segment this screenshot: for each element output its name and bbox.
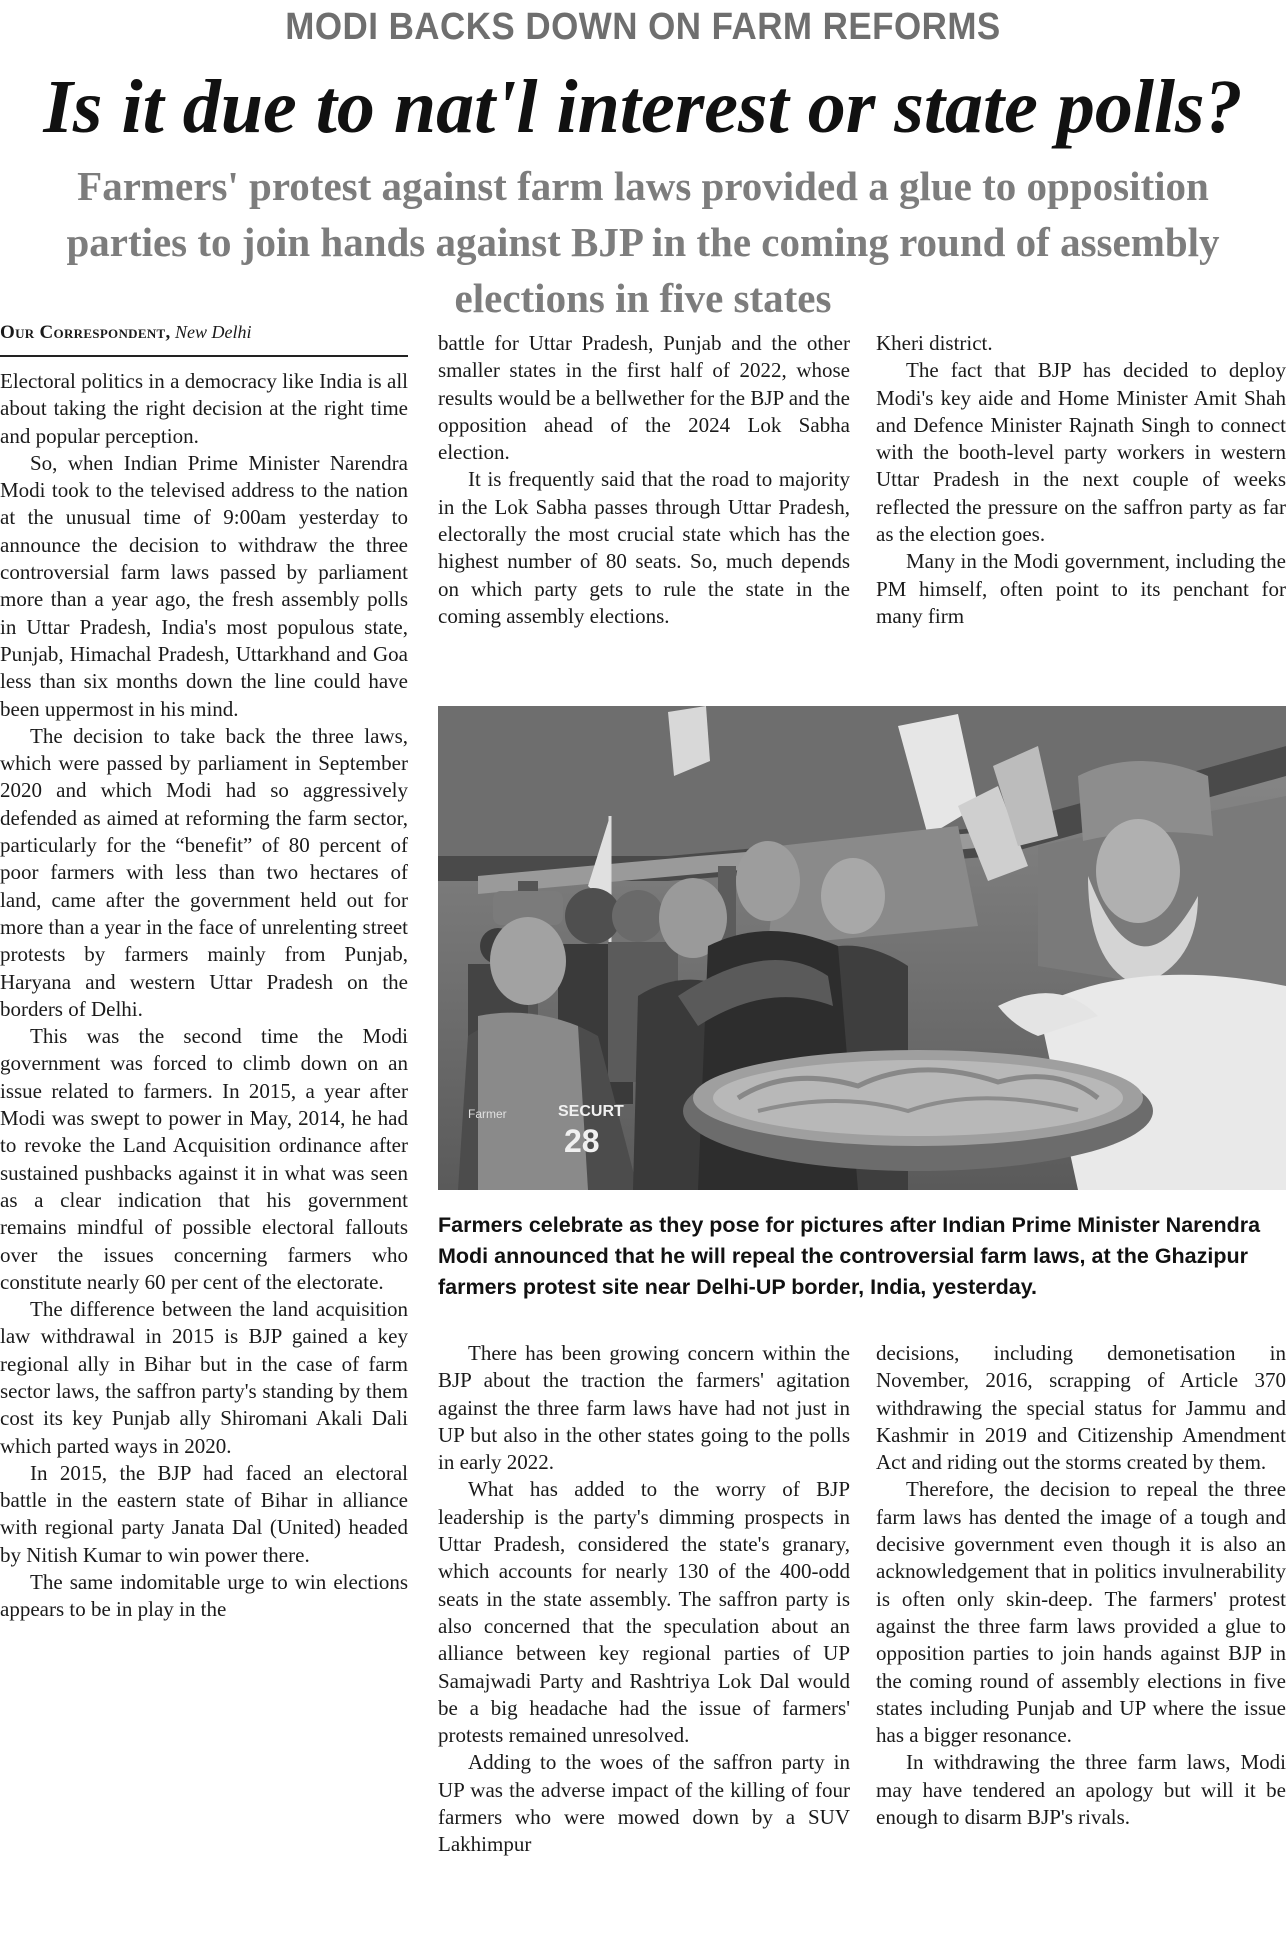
paragraph: In 2015, the BJP had faced an electoral battle in the eastern state of Bihar in alliance with regional party Janata Dal (United) headed by Nitish Kumar to win power there. <box>0 1460 408 1567</box>
paragraph: decisions, including demonetisation in November, 2016, scrapping of Article 370 withdrawing the special status for Jammu and Kashmir in 2019 and Citizenship Amendment Act and riding out the storms created by them. <box>876 1341 1286 1475</box>
article-column-1 <box>0 368 408 1624</box>
paragraph: battle for Uttar Pradesh, Punjab and the other smaller states in the first half of 2022, whose results would be a bellwether for the BJP and the opposition ahead of the 2024 Lok Sabha election. <box>438 331 850 465</box>
byline-author: Our Correspondent, <box>0 322 171 343</box>
paragraph: The same indomitable urge to win elections appears to be in play in the <box>0 1570 408 1622</box>
paragraph: There has been growing concern within the BJP about the traction the farmers' agitation against the three farm laws have had not just in UP but also in the other states going to the polls in early 2022. <box>438 1341 850 1475</box>
article-column-2-top <box>438 330 850 630</box>
paragraph: The decision to take back the three laws, which were passed by parliament in September 2020 and which Modi had so aggressively defended as aimed at reforming the farm sector, particularly for the “benefit” of 80 percent of poor farmers with less than two hectares of land, came after the government held out for more than a year in the face of unrelenting street protests by farmers mainly from Punjab, Haryana and western Uttar Pradesh on the borders of Delhi. <box>0 723 408 1021</box>
paragraph: Electoral politics in a democracy like India is all about taking the right decision at the right time and popular perception. <box>0 369 408 448</box>
paragraph: It is frequently said that the road to majority in the Lok Sabha passes through Uttar Pradesh, electorally the most crucial state which has the highest number of 80 seats. So, much depends on which party gets to rule the state in the coming assembly elections. <box>438 467 850 628</box>
paragraph: Adding to the woes of the saffron party in UP was the adverse impact of the killing of four farmers who were mowed down by a SUV Lakhimpur <box>438 1750 850 1857</box>
byline-rule <box>0 355 408 357</box>
photo-caption: Farmers celebrate as they pose for pictures after Indian Prime Minister Narendra Modi announced that he will repeal the controversial farm laws, at the Ghazipur farmers protest site near Delhi-UP border, India, yesterday. <box>438 1213 1261 1299</box>
deck: Farmers' protest against farm laws provided a glue to opposition parties to join hands against BJP in the coming round of assembly elections in five states <box>66 163 1220 321</box>
shirt-text-3: Farmer <box>468 1107 507 1121</box>
paragraph: What has added to the worry of BJP leadership is the party's dimming prospects in Uttar Pradesh, considered the state's granary, which accounts for nearly 130 of the 400-odd seats in the state assembly. The saffron party is also concerned that the speculation about an alliance between key regional parties of UP Samajwadi Party and Rashtriya Lok Dal would be a big headache had the issue of farmers' protests remained unresolved. <box>438 1477 850 1748</box>
paragraph: The difference between the land acquisition law withdrawal in 2015 is BJP gained a key regional ally in Bihar but in the case of farm sector laws, the saffron party's standing by them cost its key Punjab ally Shiromani Akali Dali which parted ways in 2020. <box>0 1297 408 1458</box>
paragraph: This was the second time the Modi government was forced to climb down on an issue related to farmers. In 2015, a year after Modi was swept to power in May, 2014, he had to revoke the Land Acquisition ordinance after sustained pushbacks against it in what was seen as a clear indication that his government remains mindful of possible electoral fallouts over the issues concerning farmers who constitute nearly 60 per cent of the electorate. <box>0 1024 408 1294</box>
article-column-3-bottom <box>876 1340 1286 1831</box>
paragraph: In withdrawing the three farm laws, Modi may have tendered an apology but will it be enough to disarm BJP's rivals. <box>876 1750 1286 1830</box>
headline: Is it due to nat'l interest or state polls? <box>43 65 1243 149</box>
paragraph: Kheri district. <box>876 331 993 355</box>
paragraph: The fact that BJP has decided to deploy Modi's key aide and Home Minister Amit Shah and Defence Minister Rajnath Singh to connect with the booth-level party workers in western Uttar Pradesh in the next couple of weeks reflected the pressure on the saffron party as far as the election goes. <box>876 358 1286 547</box>
byline <box>0 322 408 344</box>
paragraph: Many in the Modi government, including the PM himself, often point to its penchant for many firm <box>876 549 1286 628</box>
byline-location: New Delhi <box>175 322 252 342</box>
shirt-text-1: SECURT <box>558 1103 624 1120</box>
paragraph: Therefore, the decision to repeal the three farm laws has dented the image of a tough and decisive government even though it is also an acknowledgement that in politics invulnerability is often only skin-deep. The farmers' protest against the three farm laws provided a glue to opposition parties to join hands against BJP in the coming round of assembly elections in five states including Punjab and UP where the issue has a bigger resonance. <box>876 1477 1286 1748</box>
shirt-text-2: 28 <box>564 1123 600 1159</box>
paragraph: So, when Indian Prime Minister Narendra Modi took to the televised address to the nation at the unusual time of 9:00am yesterday to announce the decision to withdraw the three controversial farm laws passed by parliament more than a year ago, the fresh assembly polls in Uttar Pradesh, India's most populous state, Punjab, Himachal Pradesh, Uttarkhand and Goa less than six months down the line could have been uppermost in his mind. <box>0 450 408 721</box>
article-column-2-bottom <box>438 1340 850 1859</box>
article-column-3-top <box>876 330 1286 630</box>
news-photo <box>438 706 1286 1190</box>
kicker: MODI BACKS DOWN ON FARM REFORMS <box>285 6 1001 48</box>
